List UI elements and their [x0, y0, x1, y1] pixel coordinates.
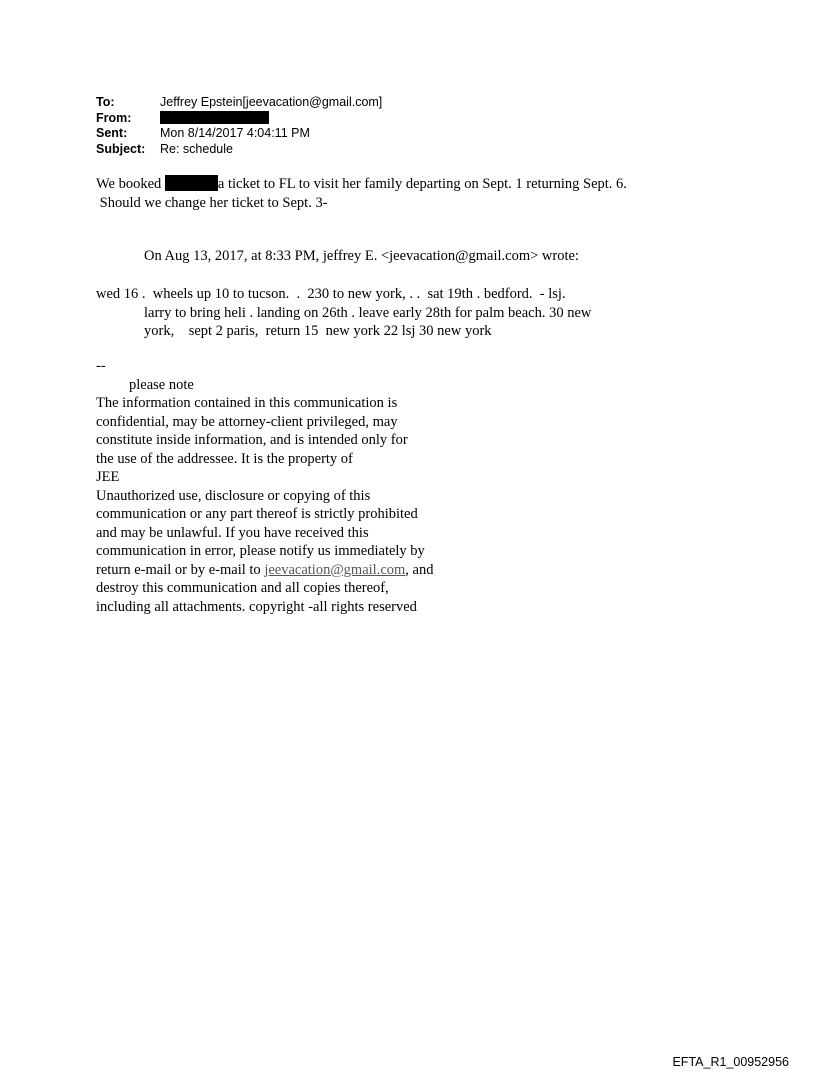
body-line: Should we change her ticket to Sept. 3-: [96, 194, 328, 211]
to-label: To:: [96, 95, 115, 109]
disclaimer-line: including all attachments. copyright -all rights reserved: [96, 598, 417, 615]
signature-note: please note: [129, 376, 194, 393]
body-line: [96, 175, 776, 194]
disclaimer-line: and may be unlawful. If you have received this: [96, 524, 369, 541]
email-line-end: , and: [405, 561, 434, 578]
signature-block: [96, 357, 433, 616]
quoted-intro: On Aug 13, 2017, at 8:33 PM, jeffrey E. <jeevacation@gmail.com> wrote:: [144, 248, 579, 264]
disclaimer-line: constitute inside information, and is intended only for: [96, 432, 408, 448]
disclaimer-line: communication in error, please notify us immediately by: [96, 543, 425, 559]
disclaimer-line: destroy this communication and all copies thereof,: [96, 580, 389, 596]
redaction-box: [160, 111, 269, 124]
email-line-start: return e-mail or by e-mail to: [96, 561, 265, 578]
body-line-end: a ticket to FL to visit her family departing on Sept. 1 returning Sept. 6.: [217, 176, 627, 192]
email-header: [96, 95, 382, 157]
disclaimer-line: The information contained in this communication is: [96, 395, 398, 411]
sent-row: [96, 126, 382, 142]
disclaimer-line: JEE: [96, 469, 120, 485]
to-value: Jeffrey Epstein[jeevacation@gmail.com]: [160, 95, 383, 109]
subject-row: [96, 142, 382, 158]
from-row: [96, 111, 382, 127]
body-line-start: We booked: [96, 176, 165, 192]
sent-label: Sent:: [96, 126, 128, 140]
disclaimer-line: the use of the addressee. It is the property of: [96, 450, 353, 467]
from-label: From:: [96, 110, 132, 125]
disclaimer-line: Unauthorized use, disclosure or copying of this: [96, 487, 371, 504]
disclaimer-line: [96, 561, 433, 580]
disclaimer-line: communication or any part thereof is strictly prohibited: [96, 506, 418, 522]
subject-label: Subject:: [96, 141, 146, 156]
sent-value: Mon 8/14/2017 4:04:11 PM: [160, 126, 310, 140]
signature-separator: --: [96, 358, 106, 374]
subject-value: Re: schedule: [160, 141, 233, 156]
quoted-line: york, sept 2 paris, return 15 new york 22 lsj 30 new york: [144, 323, 492, 339]
email-link[interactable]: jeevacation@gmail.com: [264, 561, 406, 578]
to-row: [96, 95, 382, 111]
disclaimer-line: confidential, may be attorney-client privileged, may: [96, 413, 398, 430]
quoted-message: [96, 285, 591, 341]
quoted-line: wed 16 . wheels up 10 to tucson. . 230 to new york, . . sat 19th . bedford. - lsj.: [96, 286, 566, 302]
document-id: EFTA_R1_00952956: [672, 1055, 789, 1069]
redaction-box: [165, 175, 218, 191]
quoted-line: larry to bring heli . landing on 26th . leave early 28th for palm beach. 30 new: [144, 304, 592, 321]
message-body: [96, 175, 776, 212]
